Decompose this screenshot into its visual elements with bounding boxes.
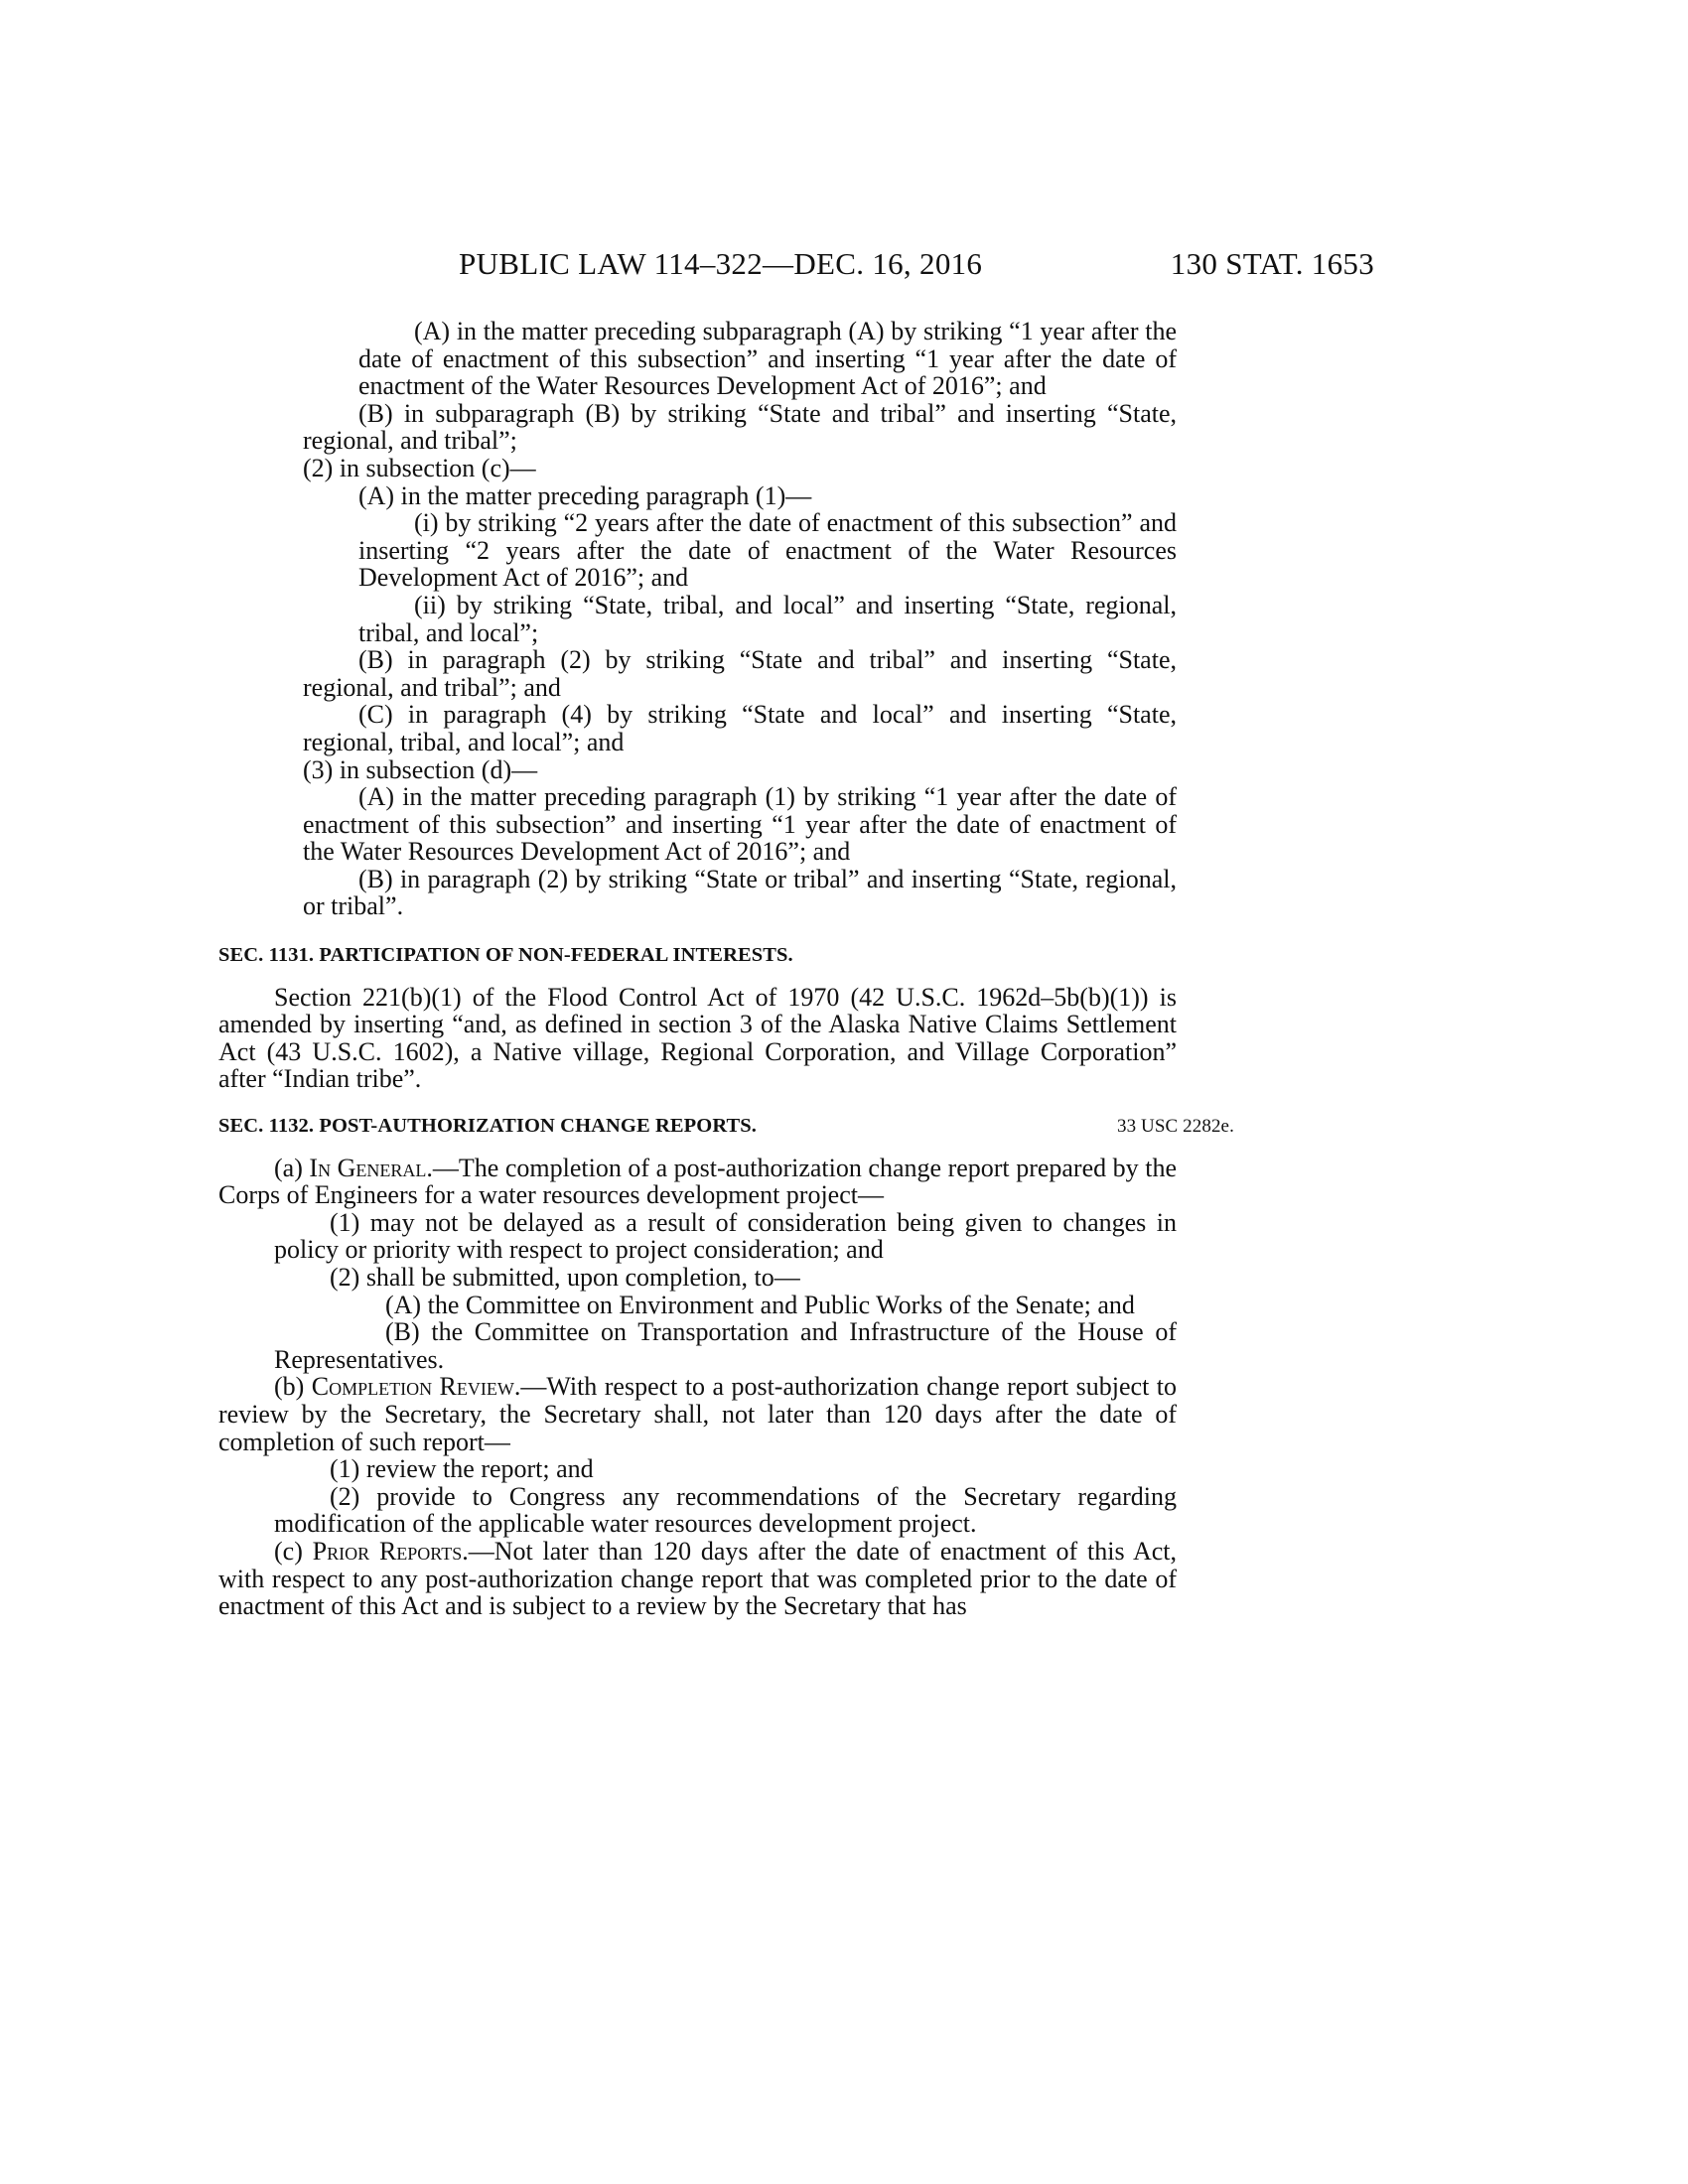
amendment-3-B: (B) in paragraph (2) by striking “State or tribal” and inserting “State, regional, or tribal”. (303, 864, 1177, 921)
subsection-b-text: —With respect to a post-authorization change report subject to review by the Secretary, the Secretary shall, not later than 120 days after the date of completion of such report— (218, 1372, 1177, 1456)
subsection-a (218, 1155, 1177, 1209)
subsection-a-2: (2) shall be submitted, upon completion, to— (330, 1263, 800, 1292)
subsection-c-caption: Prior Reports. (312, 1536, 469, 1566)
subsection-a-caption: In General. (309, 1153, 433, 1182)
subsection-b-1: (1) review the report; and (330, 1454, 594, 1484)
amendment-3: (3) in subsection (d)— (303, 754, 538, 784)
subsection-a-2-A: (A) the Committee on Environment and Public Works of the Senate; and (385, 1290, 1135, 1319)
amendment-2-C: (C) in paragraph (4) by striking “State and local” and inserting “State, regional, tribal, and local”; and (303, 700, 1177, 756)
amendment-2-A-ii: (ii) by striking “State, tribal, and local” and inserting “State, regional, tribal, and local”; (358, 590, 1177, 647)
section-1131-heading: SEC. 1131. PARTICIPATION OF NON-FEDERAL INTERESTS. (218, 944, 793, 967)
section-1132-heading: SEC. 1132. POST-AUTHORIZATION CHANGE REPORTS. (218, 1115, 758, 1138)
subsection-a-1: (1) may not be delayed as a result of consideration being given to changes in policy or priority with respect to project consideration; and (274, 1207, 1177, 1265)
amendment-3-A: (A) in the matter preceding paragraph (1) by striking “1 year after the date of enactment of this subsection” and inserting “1 year after the date of enactment of the Water Resources Development Act of 2016”; and (303, 782, 1177, 867)
document-body (218, 317, 1234, 1621)
amendment-2-A: (A) in the matter preceding paragraph (1)— (358, 480, 812, 510)
amendment-2: (2) in subsection (c)— (303, 453, 536, 482)
amendment-1-A: (A) in the matter preceding subparagraph (A) by striking “1 year after the date of enactment of this subsection” and inserting “1 year after the date of enactment of the Water Resources Development Act of 2016”; and (358, 317, 1177, 401)
header-stat-page: 130 STAT. 1653 (1170, 246, 1374, 281)
subsection-c (218, 1538, 1177, 1620)
subsection-c-text: —Not later than 120 days after the date of enactment of this Act, with respect to any post-authorization change report that was completed prior to the date of enactment of this Act and is subject to a review by the Secretary that has (218, 1536, 1177, 1621)
header-title: PUBLIC LAW 114–322—DEC. 16, 2016 (459, 246, 983, 281)
subsection-b-caption: Completion Review. (311, 1372, 521, 1402)
subsection-a-label: (a) (274, 1153, 310, 1182)
subsection-c-label: (c) (274, 1536, 313, 1566)
section-1131-text: Section 221(b)(1) of the Flood Control Act of 1970 (42 U.S.C. 1962d–5b(b)(1)) is amended by inserting “and, as defined in section 3 of the Alaska Native Claims Settlement Act (43 U.S.C. 1602), a Native village, Regional Corporation, and Village Corporation” after “Indian tribe”. (218, 982, 1177, 1094)
subsection-a-text: —The completion of a post-authorization change report prepared by the Corps of Engineers for a water resources development project— (218, 1153, 1177, 1210)
amendment-2-B: (B) in paragraph (2) by striking “State and tribal” and inserting “State, regional, and tribal”; and (303, 645, 1177, 702)
amendment-2-A-i: (i) by striking “2 years after the date of enactment of this subsection” and inserting “2 years after the date of enactment of the Water Resources Development Act of 2016”; and (358, 508, 1177, 593)
margin-note-usc: 33 USC 2282e. (1117, 1116, 1234, 1138)
subsection-a-2-B: (B) the Committee on Transportation and Infrastructure of the House of Representatives. (274, 1317, 1177, 1374)
amendment-1-B: (B) in subparagraph (B) by striking “State and tribal” and inserting “State, regional, and tribal”; (303, 398, 1177, 456)
subsection-b-label: (b) (274, 1372, 312, 1402)
running-header (459, 244, 1374, 284)
subsection-b-2: (2) provide to Congress any recommendations of the Secretary regarding modification of the applicable water resources development project. (274, 1481, 1177, 1539)
subsection-b (218, 1373, 1177, 1455)
section-1132-heading-row (218, 1113, 1234, 1141)
